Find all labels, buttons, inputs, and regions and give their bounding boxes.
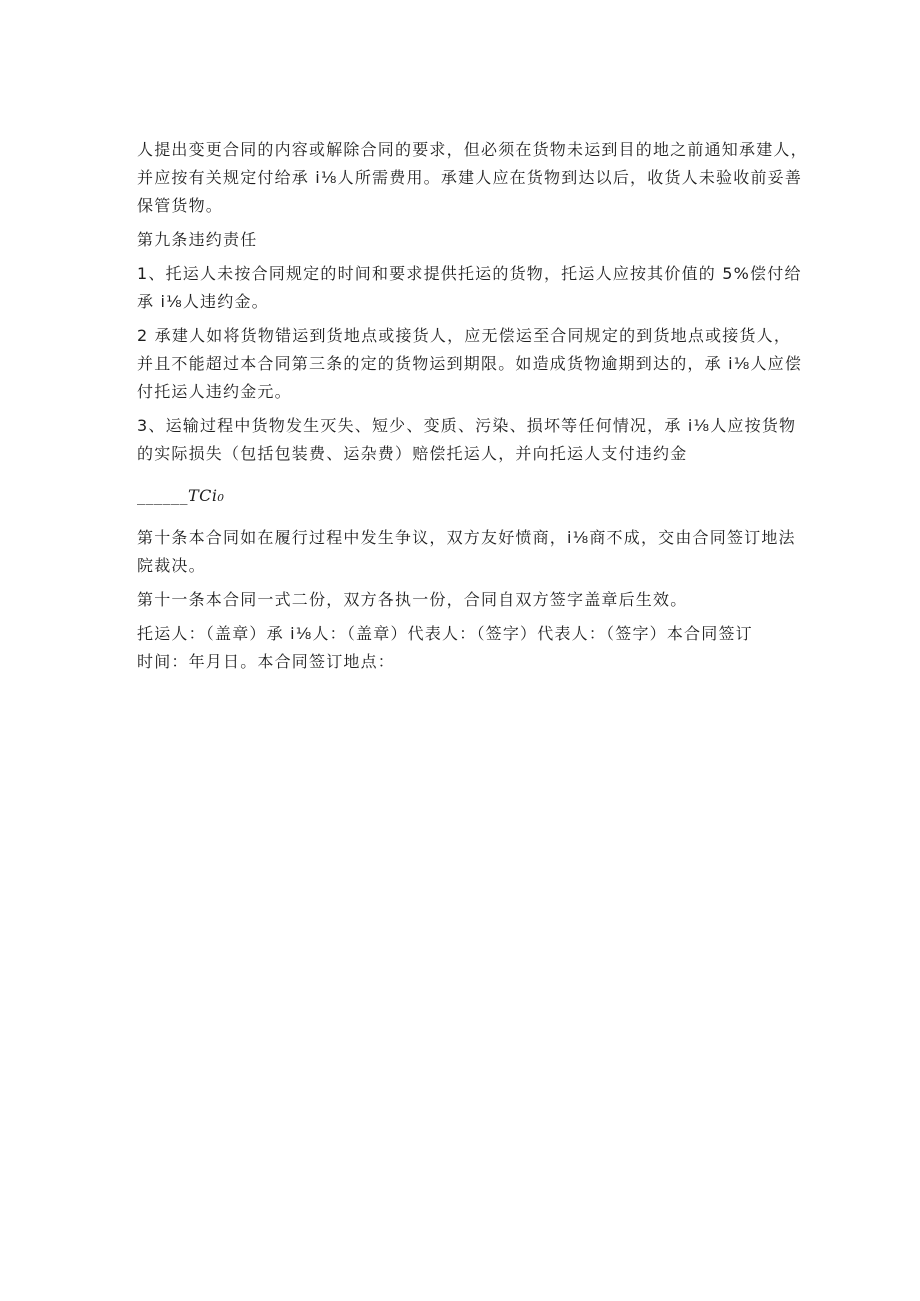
clause-1	[137, 260, 802, 316]
penalty-blank-line	[137, 482, 797, 510]
section-heading-article-9	[137, 226, 797, 254]
section-article-11	[137, 586, 797, 614]
text-line: 保管货物。	[137, 196, 224, 215]
text-line: 承 i⅛人违约金。	[137, 292, 269, 311]
blank-fill-text: ______TCi₀	[137, 486, 225, 505]
text-line: 院裁决。	[137, 556, 206, 575]
text-line: 的实际损失（包括包装费、运杂费）赔偿托运人，并向托运人支付违约金	[137, 444, 688, 463]
text-line: 2 承建人如将货物错运到货地点或接货人，应无偿运至合同规定的到货地点或接货人，	[137, 326, 792, 345]
text-line: 并且不能超过本合同第三条的定的货物运到期限。如造成货物逾期到达的，承 i⅛人应偿	[137, 354, 803, 373]
text-line: 第十条本合同如在履行过程中发生争议，双方友好愤商，i⅛商不成，交由合同签订地法	[137, 528, 796, 547]
text-line: 3、运输过程中货物发生灭失、短少、变质、污染、损坏等任何情况，承 i⅛人应按货物	[137, 416, 797, 435]
clause-3	[137, 412, 797, 468]
document-body	[137, 136, 808, 676]
text-line: 付托运人违约金元。	[137, 382, 292, 401]
paragraph-change-request	[137, 136, 808, 220]
section-article-10	[137, 524, 797, 580]
text-line: 托运人：（盖章）承 i⅛人：（盖章）代表人：（签字）代表人：（签字）本合同签订	[137, 624, 753, 643]
text-line: 1、托运人未按合同规定的时间和要求提供托运的货物，托运人应按其价值的 5%偿付给	[137, 264, 802, 283]
text-line: 并应按有关规定付给承 i⅛人所需费用。承建人应在货物到达以后，收货人未验收前妥善	[137, 168, 803, 187]
clause-2	[137, 322, 803, 406]
signature-block	[137, 620, 797, 676]
heading-text: 第九条违约责任	[137, 230, 258, 249]
text-line: 人提出变更合同的内容或解除合同的要求，但必须在货物未运到目的地之前通知承建人，	[137, 140, 808, 159]
text-line: 时间：年月日。本合同签订地点：	[137, 652, 396, 671]
text-line: 第十一条本合同一式二份，双方各执一份，合同自双方签字盖章后生效。	[137, 590, 688, 609]
